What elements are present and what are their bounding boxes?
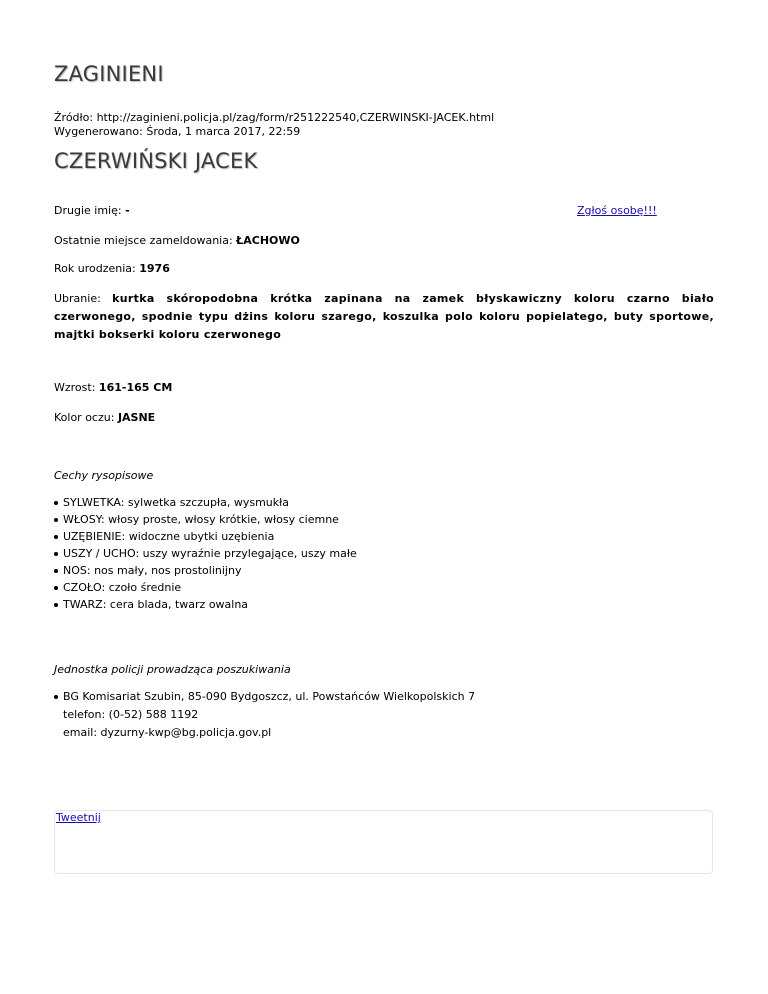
clothes-value: kurtka skóropodobna krótka zapinana na zamek błyskawiczny koloru czarno biało czerwonego, spodnie typu dżins koloru szarego, koszulka polo koloru popielatego, buty sportowe, majtki bokserki koloru czerwonego: [54, 292, 714, 341]
unit-address: BG Komisariat Szubin, 85-090 Bydgoszcz, ul. Powstańców Wielkopolskich 7: [63, 690, 476, 703]
features-list: [54, 494, 357, 613]
site-title: ZAGINIENI: [54, 62, 164, 86]
tweet-widget: [54, 810, 713, 874]
birth-year-field: [54, 262, 170, 276]
height-field: [54, 381, 172, 395]
clothes-field: [54, 290, 714, 344]
clothes-label: Ubranie:: [54, 292, 101, 305]
feature-item: WŁOSY: włosy proste, włosy krótkie, włosy ciemne: [54, 511, 357, 528]
police-unit: [54, 688, 475, 742]
person-name: CZERWIŃSKI JACEK: [54, 149, 258, 173]
birth-year-label: Rok urodzenia:: [54, 262, 136, 275]
unit-email: email: dyzurny-kwp@bg.policja.gov.pl: [63, 726, 272, 739]
generated-line: Wygenerowano: Środa, 1 marca 2017, 22:59: [54, 125, 301, 138]
last-address-label: Ostatnie miejsce zameldowania:: [54, 234, 233, 247]
bullet-icon: [54, 695, 58, 699]
unit-section-title: Jednostka policji prowadząca poszukiwania: [54, 663, 291, 676]
meta-info: [54, 111, 494, 139]
tweet-link[interactable]: Tweetnij: [56, 811, 101, 824]
second-name-field: [54, 204, 130, 218]
feature-item: USZY / UCHO: uszy wyraźnie przylegające, uszy małe: [54, 545, 357, 562]
feature-item: CZOŁO: czoło średnie: [54, 579, 357, 596]
last-address-field: [54, 234, 300, 248]
source-line: Źródło: http://zaginieni.policja.pl/zag/form/r251222540,CZERWINSKI-JACEK.html: [54, 111, 495, 124]
eye-color-value: JASNE: [117, 411, 156, 424]
unit-phone: telefon: (0-52) 588 1192: [63, 708, 199, 721]
feature-item: TWARZ: cera blada, twarz owalna: [54, 596, 357, 613]
height-label: Wzrost:: [54, 381, 96, 394]
features-section-title: Cechy rysopisowe: [54, 469, 154, 482]
second-name-value: -: [125, 204, 130, 217]
feature-item: UZĘBIENIE: widoczne ubytki uzębienia: [54, 528, 357, 545]
feature-item: NOS: nos mały, nos prostolinijny: [54, 562, 357, 579]
eye-color-field: [54, 411, 155, 425]
height-value: 161-165 CM: [98, 381, 173, 394]
report-person-link[interactable]: Zgłoś osobę!!!: [577, 204, 657, 217]
last-address-value: ŁACHOWO: [236, 234, 300, 247]
eye-color-label: Kolor oczu:: [54, 411, 115, 424]
feature-item: SYLWETKA: sylwetka szczupła, wysmukła: [54, 494, 357, 511]
second-name-label: Drugie imię:: [54, 204, 122, 217]
birth-year-value: 1976: [139, 262, 170, 275]
